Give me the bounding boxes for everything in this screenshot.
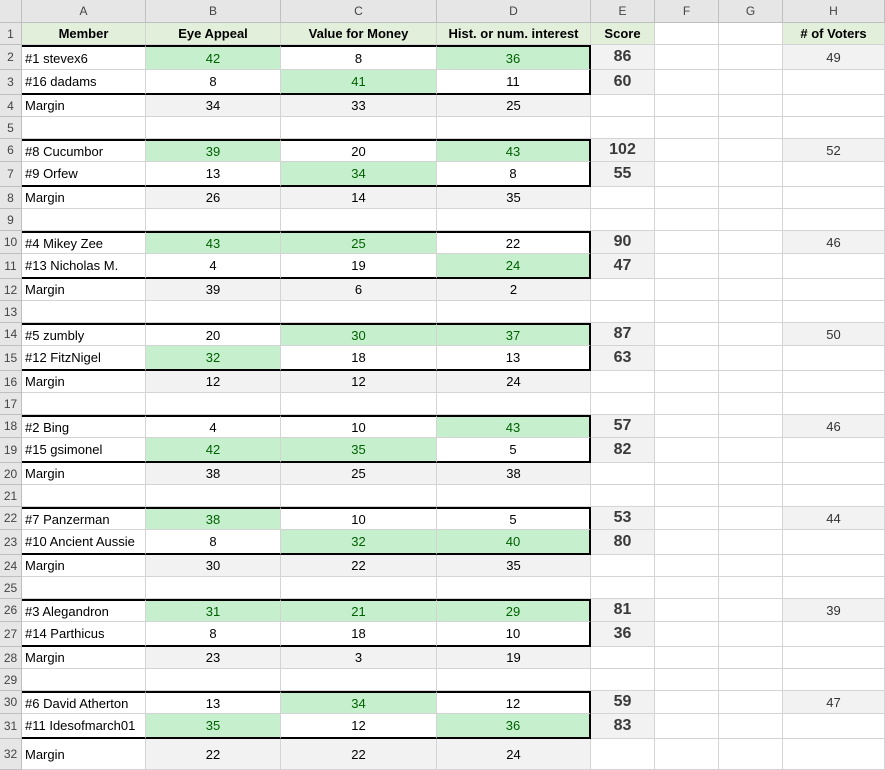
empty-cell[interactable] (783, 209, 885, 231)
margin-value[interactable]: 6 (281, 279, 437, 301)
score-value[interactable]: 10 (281, 415, 437, 438)
column-header-h[interactable]: H (783, 0, 885, 23)
empty-cell[interactable] (591, 371, 655, 393)
empty-cell[interactable] (437, 669, 591, 691)
member-name[interactable]: #2 Bing (22, 415, 146, 438)
empty-cell[interactable] (146, 117, 281, 139)
row-header-29[interactable]: 29 (0, 669, 22, 691)
empty-cell[interactable] (783, 577, 885, 599)
margin-label[interactable]: Margin (22, 95, 146, 117)
empty-cell[interactable] (591, 393, 655, 415)
score-eye[interactable]: 13 (146, 162, 281, 187)
empty-cell[interactable] (719, 301, 783, 323)
score-value[interactable]: 25 (281, 231, 437, 254)
row-header-24[interactable]: 24 (0, 555, 22, 577)
total-score[interactable]: 80 (591, 530, 655, 555)
header-member[interactable]: Member (22, 23, 146, 45)
row-header-6[interactable]: 6 (0, 139, 22, 162)
empty-cell[interactable] (655, 371, 719, 393)
margin-label[interactable]: Margin (22, 463, 146, 485)
member-name[interactable]: #11 Idesofmarch01 (22, 714, 146, 739)
empty-cell[interactable] (719, 231, 783, 254)
score-value[interactable]: 18 (281, 622, 437, 647)
empty-cell[interactable] (281, 393, 437, 415)
empty-cell[interactable] (783, 438, 885, 463)
empty-cell[interactable] (719, 669, 783, 691)
score-hist[interactable]: 10 (437, 622, 591, 647)
margin-value[interactable]: 25 (281, 463, 437, 485)
margin-label[interactable]: Margin (22, 187, 146, 209)
empty-cell[interactable] (655, 691, 719, 714)
margin-value[interactable]: 12 (281, 371, 437, 393)
score-eye[interactable]: 31 (146, 599, 281, 622)
margin-label[interactable]: Margin (22, 739, 146, 770)
score-hist[interactable]: 43 (437, 139, 591, 162)
header-hist-interest[interactable]: Hist. or num. interest (437, 23, 591, 45)
empty-cell[interactable] (719, 45, 783, 70)
margin-eye[interactable]: 12 (146, 371, 281, 393)
empty-cell[interactable] (783, 95, 885, 117)
score-hist[interactable]: 37 (437, 323, 591, 346)
empty-cell[interactable] (719, 739, 783, 770)
row-header-32[interactable]: 32 (0, 739, 22, 770)
score-hist[interactable]: 24 (437, 254, 591, 279)
empty-cell[interactable] (655, 254, 719, 279)
score-hist[interactable]: 8 (437, 162, 591, 187)
score-hist[interactable]: 11 (437, 70, 591, 95)
empty-cell[interactable] (655, 393, 719, 415)
empty-cell[interactable] (783, 162, 885, 187)
empty-cell[interactable] (22, 577, 146, 599)
empty-cell[interactable] (783, 555, 885, 577)
empty-cell[interactable] (591, 739, 655, 770)
column-header-b[interactable]: B (146, 0, 281, 23)
member-name[interactable]: #14 Parthicus (22, 622, 146, 647)
empty-cell[interactable] (719, 463, 783, 485)
empty-cell[interactable] (146, 209, 281, 231)
empty-cell[interactable] (655, 70, 719, 95)
empty-cell[interactable] (655, 323, 719, 346)
row-header-30[interactable]: 30 (0, 691, 22, 714)
margin-hist[interactable]: 24 (437, 739, 591, 770)
member-name[interactable]: #4 Mikey Zee (22, 231, 146, 254)
empty-cell[interactable] (719, 622, 783, 647)
column-header-f[interactable]: F (655, 0, 719, 23)
score-eye[interactable]: 32 (146, 346, 281, 371)
row-header-11[interactable]: 11 (0, 254, 22, 279)
total-score[interactable]: 36 (591, 622, 655, 647)
empty-cell[interactable] (783, 485, 885, 507)
margin-value[interactable]: 3 (281, 647, 437, 669)
total-score[interactable]: 53 (591, 507, 655, 530)
row-header-20[interactable]: 20 (0, 463, 22, 485)
empty-cell[interactable] (719, 691, 783, 714)
member-name[interactable]: #6 David Atherton (22, 691, 146, 714)
empty-cell[interactable] (437, 393, 591, 415)
empty-cell[interactable] (783, 714, 885, 739)
empty-cell[interactable] (719, 209, 783, 231)
empty-cell[interactable] (783, 301, 885, 323)
empty-cell[interactable] (719, 647, 783, 669)
score-value[interactable]: 12 (281, 714, 437, 739)
row-header-18[interactable]: 18 (0, 415, 22, 438)
column-header-e[interactable]: E (591, 0, 655, 23)
score-eye[interactable]: 4 (146, 415, 281, 438)
score-hist[interactable]: 36 (437, 714, 591, 739)
column-header-g[interactable]: G (719, 0, 783, 23)
column-header-c[interactable]: C (281, 0, 437, 23)
member-name[interactable]: #13 Nicholas M. (22, 254, 146, 279)
voters-count[interactable]: 50 (783, 323, 885, 346)
margin-hist[interactable]: 35 (437, 187, 591, 209)
empty-cell[interactable] (281, 301, 437, 323)
row-header-2[interactable]: 2 (0, 45, 22, 70)
empty-cell[interactable] (591, 187, 655, 209)
empty-cell[interactable] (281, 117, 437, 139)
empty-cell[interactable] (22, 301, 146, 323)
score-eye[interactable]: 8 (146, 622, 281, 647)
margin-hist[interactable]: 24 (437, 371, 591, 393)
empty-cell[interactable] (22, 669, 146, 691)
member-name[interactable]: #9 Orfew (22, 162, 146, 187)
member-name[interactable]: #7 Panzerman (22, 507, 146, 530)
empty-cell[interactable] (22, 117, 146, 139)
empty-cell[interactable] (719, 254, 783, 279)
row-header-8[interactable]: 8 (0, 187, 22, 209)
empty-cell[interactable] (719, 117, 783, 139)
empty-cell[interactable] (281, 577, 437, 599)
member-name[interactable]: #16 dadams (22, 70, 146, 95)
empty-cell[interactable] (719, 415, 783, 438)
row-header-23[interactable]: 23 (0, 530, 22, 555)
empty-cell[interactable] (655, 485, 719, 507)
score-eye[interactable]: 42 (146, 45, 281, 70)
total-score[interactable]: 57 (591, 415, 655, 438)
score-eye[interactable]: 43 (146, 231, 281, 254)
member-name[interactable]: #15 gsimonel (22, 438, 146, 463)
empty-cell[interactable] (437, 209, 591, 231)
empty-cell[interactable] (783, 530, 885, 555)
score-value[interactable]: 18 (281, 346, 437, 371)
cell-g1[interactable] (719, 23, 783, 45)
row-header-9[interactable]: 9 (0, 209, 22, 231)
score-hist[interactable]: 22 (437, 231, 591, 254)
row-header-7[interactable]: 7 (0, 162, 22, 187)
voters-count[interactable]: 52 (783, 139, 885, 162)
empty-cell[interactable] (719, 530, 783, 555)
margin-hist[interactable]: 38 (437, 463, 591, 485)
voters-count[interactable]: 49 (783, 45, 885, 70)
margin-hist[interactable]: 35 (437, 555, 591, 577)
empty-cell[interactable] (281, 669, 437, 691)
row-header-14[interactable]: 14 (0, 323, 22, 346)
empty-cell[interactable] (22, 209, 146, 231)
margin-eye[interactable]: 30 (146, 555, 281, 577)
voters-count[interactable]: 46 (783, 415, 885, 438)
empty-cell[interactable] (719, 139, 783, 162)
empty-cell[interactable] (783, 371, 885, 393)
member-name[interactable]: #5 zumbly (22, 323, 146, 346)
empty-cell[interactable] (719, 187, 783, 209)
empty-cell[interactable] (655, 463, 719, 485)
empty-cell[interactable] (591, 647, 655, 669)
empty-cell[interactable] (655, 209, 719, 231)
row-header-26[interactable]: 26 (0, 599, 22, 622)
row-header-4[interactable]: 4 (0, 95, 22, 117)
row-header-3[interactable]: 3 (0, 70, 22, 95)
score-value[interactable]: 20 (281, 139, 437, 162)
empty-cell[interactable] (719, 485, 783, 507)
member-name[interactable]: #8 Cucumbor (22, 139, 146, 162)
voters-count[interactable]: 46 (783, 231, 885, 254)
row-header-25[interactable]: 25 (0, 577, 22, 599)
member-name[interactable]: #12 FitzNigel (22, 346, 146, 371)
empty-cell[interactable] (146, 301, 281, 323)
score-eye[interactable]: 8 (146, 530, 281, 555)
row-header-10[interactable]: 10 (0, 231, 22, 254)
row-header-13[interactable]: 13 (0, 301, 22, 323)
empty-cell[interactable] (783, 393, 885, 415)
empty-cell[interactable] (719, 279, 783, 301)
margin-hist[interactable]: 2 (437, 279, 591, 301)
member-name[interactable]: #3 Alegandron (22, 599, 146, 622)
empty-cell[interactable] (655, 507, 719, 530)
empty-cell[interactable] (591, 117, 655, 139)
total-score[interactable]: 47 (591, 254, 655, 279)
row-header-16[interactable]: 16 (0, 371, 22, 393)
total-score[interactable]: 102 (591, 139, 655, 162)
empty-cell[interactable] (783, 117, 885, 139)
empty-cell[interactable] (437, 117, 591, 139)
empty-cell[interactable] (591, 279, 655, 301)
empty-cell[interactable] (591, 577, 655, 599)
row-header-28[interactable]: 28 (0, 647, 22, 669)
row-header-17[interactable]: 17 (0, 393, 22, 415)
total-score[interactable]: 82 (591, 438, 655, 463)
margin-label[interactable]: Margin (22, 647, 146, 669)
margin-eye[interactable]: 26 (146, 187, 281, 209)
row-header-22[interactable]: 22 (0, 507, 22, 530)
header-eye-appeal[interactable]: Eye Appeal (146, 23, 281, 45)
score-eye[interactable]: 20 (146, 323, 281, 346)
margin-eye[interactable]: 39 (146, 279, 281, 301)
empty-cell[interactable] (655, 438, 719, 463)
total-score[interactable]: 87 (591, 323, 655, 346)
total-score[interactable]: 55 (591, 162, 655, 187)
empty-cell[interactable] (719, 555, 783, 577)
empty-cell[interactable] (655, 669, 719, 691)
voters-count[interactable]: 44 (783, 507, 885, 530)
score-hist[interactable]: 12 (437, 691, 591, 714)
empty-cell[interactable] (22, 393, 146, 415)
empty-cell[interactable] (146, 669, 281, 691)
score-value[interactable]: 10 (281, 507, 437, 530)
margin-value[interactable]: 14 (281, 187, 437, 209)
score-eye[interactable]: 35 (146, 714, 281, 739)
margin-label[interactable]: Margin (22, 555, 146, 577)
empty-cell[interactable] (655, 187, 719, 209)
score-value[interactable]: 30 (281, 323, 437, 346)
row-header-19[interactable]: 19 (0, 438, 22, 463)
empty-cell[interactable] (655, 139, 719, 162)
empty-cell[interactable] (655, 530, 719, 555)
score-hist[interactable]: 29 (437, 599, 591, 622)
empty-cell[interactable] (719, 162, 783, 187)
member-name[interactable]: #10 Ancient Aussie (22, 530, 146, 555)
empty-cell[interactable] (437, 301, 591, 323)
margin-eye[interactable]: 34 (146, 95, 281, 117)
row-header-5[interactable]: 5 (0, 117, 22, 139)
empty-cell[interactable] (783, 279, 885, 301)
header-score[interactable]: Score (591, 23, 655, 45)
margin-eye[interactable]: 23 (146, 647, 281, 669)
empty-cell[interactable] (783, 647, 885, 669)
margin-label[interactable]: Margin (22, 279, 146, 301)
empty-cell[interactable] (655, 231, 719, 254)
margin-hist[interactable]: 25 (437, 95, 591, 117)
margin-value[interactable]: 33 (281, 95, 437, 117)
empty-cell[interactable] (591, 301, 655, 323)
score-value[interactable]: 41 (281, 70, 437, 95)
score-hist[interactable]: 5 (437, 507, 591, 530)
empty-cell[interactable] (783, 463, 885, 485)
total-score[interactable]: 63 (591, 346, 655, 371)
empty-cell[interactable] (783, 254, 885, 279)
row-header-21[interactable]: 21 (0, 485, 22, 507)
empty-cell[interactable] (719, 346, 783, 371)
margin-label[interactable]: Margin (22, 371, 146, 393)
margin-hist[interactable]: 19 (437, 647, 591, 669)
empty-cell[interactable] (719, 507, 783, 530)
row-header-27[interactable]: 27 (0, 622, 22, 647)
empty-cell[interactable] (719, 438, 783, 463)
voters-count[interactable]: 39 (783, 599, 885, 622)
empty-cell[interactable] (22, 485, 146, 507)
score-eye[interactable]: 8 (146, 70, 281, 95)
empty-cell[interactable] (719, 95, 783, 117)
select-all-corner[interactable] (0, 0, 22, 23)
score-eye[interactable]: 42 (146, 438, 281, 463)
score-hist[interactable]: 40 (437, 530, 591, 555)
score-eye[interactable]: 13 (146, 691, 281, 714)
empty-cell[interactable] (655, 45, 719, 70)
total-score[interactable]: 59 (591, 691, 655, 714)
cell-f1[interactable] (655, 23, 719, 45)
empty-cell[interactable] (719, 393, 783, 415)
empty-cell[interactable] (655, 346, 719, 371)
margin-eye[interactable]: 22 (146, 739, 281, 770)
empty-cell[interactable] (591, 209, 655, 231)
empty-cell[interactable] (437, 577, 591, 599)
empty-cell[interactable] (591, 485, 655, 507)
empty-cell[interactable] (591, 463, 655, 485)
member-name[interactable]: #1 stevex6 (22, 45, 146, 70)
score-eye[interactable]: 39 (146, 139, 281, 162)
empty-cell[interactable] (783, 622, 885, 647)
empty-cell[interactable] (655, 117, 719, 139)
header-value-for-money[interactable]: Value for Money (281, 23, 437, 45)
score-value[interactable]: 8 (281, 45, 437, 70)
score-value[interactable]: 35 (281, 438, 437, 463)
row-header-1[interactable]: 1 (0, 23, 22, 45)
empty-cell[interactable] (655, 415, 719, 438)
margin-value[interactable]: 22 (281, 739, 437, 770)
total-score[interactable]: 86 (591, 45, 655, 70)
empty-cell[interactable] (655, 622, 719, 647)
column-header-a[interactable]: A (22, 0, 146, 23)
score-hist[interactable]: 43 (437, 415, 591, 438)
empty-cell[interactable] (719, 577, 783, 599)
empty-cell[interactable] (655, 577, 719, 599)
column-header-d[interactable]: D (437, 0, 591, 23)
total-score[interactable]: 81 (591, 599, 655, 622)
empty-cell[interactable] (146, 577, 281, 599)
score-value[interactable]: 34 (281, 162, 437, 187)
empty-cell[interactable] (281, 485, 437, 507)
total-score[interactable]: 60 (591, 70, 655, 95)
score-hist[interactable]: 5 (437, 438, 591, 463)
score-eye[interactable]: 4 (146, 254, 281, 279)
empty-cell[interactable] (437, 485, 591, 507)
empty-cell[interactable] (783, 187, 885, 209)
voters-count[interactable]: 47 (783, 691, 885, 714)
empty-cell[interactable] (655, 95, 719, 117)
empty-cell[interactable] (655, 599, 719, 622)
empty-cell[interactable] (719, 323, 783, 346)
row-header-12[interactable]: 12 (0, 279, 22, 301)
empty-cell[interactable] (591, 669, 655, 691)
empty-cell[interactable] (655, 647, 719, 669)
margin-value[interactable]: 22 (281, 555, 437, 577)
score-value[interactable]: 19 (281, 254, 437, 279)
empty-cell[interactable] (719, 714, 783, 739)
row-header-31[interactable]: 31 (0, 714, 22, 739)
total-score[interactable]: 83 (591, 714, 655, 739)
empty-cell[interactable] (591, 555, 655, 577)
empty-cell[interactable] (655, 714, 719, 739)
score-hist[interactable]: 13 (437, 346, 591, 371)
empty-cell[interactable] (146, 485, 281, 507)
empty-cell[interactable] (281, 209, 437, 231)
score-value[interactable]: 34 (281, 691, 437, 714)
empty-cell[interactable] (719, 70, 783, 95)
header-voters[interactable]: # of Voters (783, 23, 885, 45)
empty-cell[interactable] (783, 739, 885, 770)
empty-cell[interactable] (655, 555, 719, 577)
empty-cell[interactable] (591, 95, 655, 117)
empty-cell[interactable] (146, 393, 281, 415)
score-value[interactable]: 32 (281, 530, 437, 555)
score-eye[interactable]: 38 (146, 507, 281, 530)
total-score[interactable]: 90 (591, 231, 655, 254)
score-hist[interactable]: 36 (437, 45, 591, 70)
margin-eye[interactable]: 38 (146, 463, 281, 485)
score-value[interactable]: 21 (281, 599, 437, 622)
empty-cell[interactable] (719, 371, 783, 393)
empty-cell[interactable] (655, 739, 719, 770)
empty-cell[interactable] (719, 599, 783, 622)
empty-cell[interactable] (655, 301, 719, 323)
empty-cell[interactable] (783, 346, 885, 371)
row-header-15[interactable]: 15 (0, 346, 22, 371)
empty-cell[interactable] (655, 279, 719, 301)
empty-cell[interactable] (655, 162, 719, 187)
empty-cell[interactable] (783, 669, 885, 691)
empty-cell[interactable] (783, 70, 885, 95)
